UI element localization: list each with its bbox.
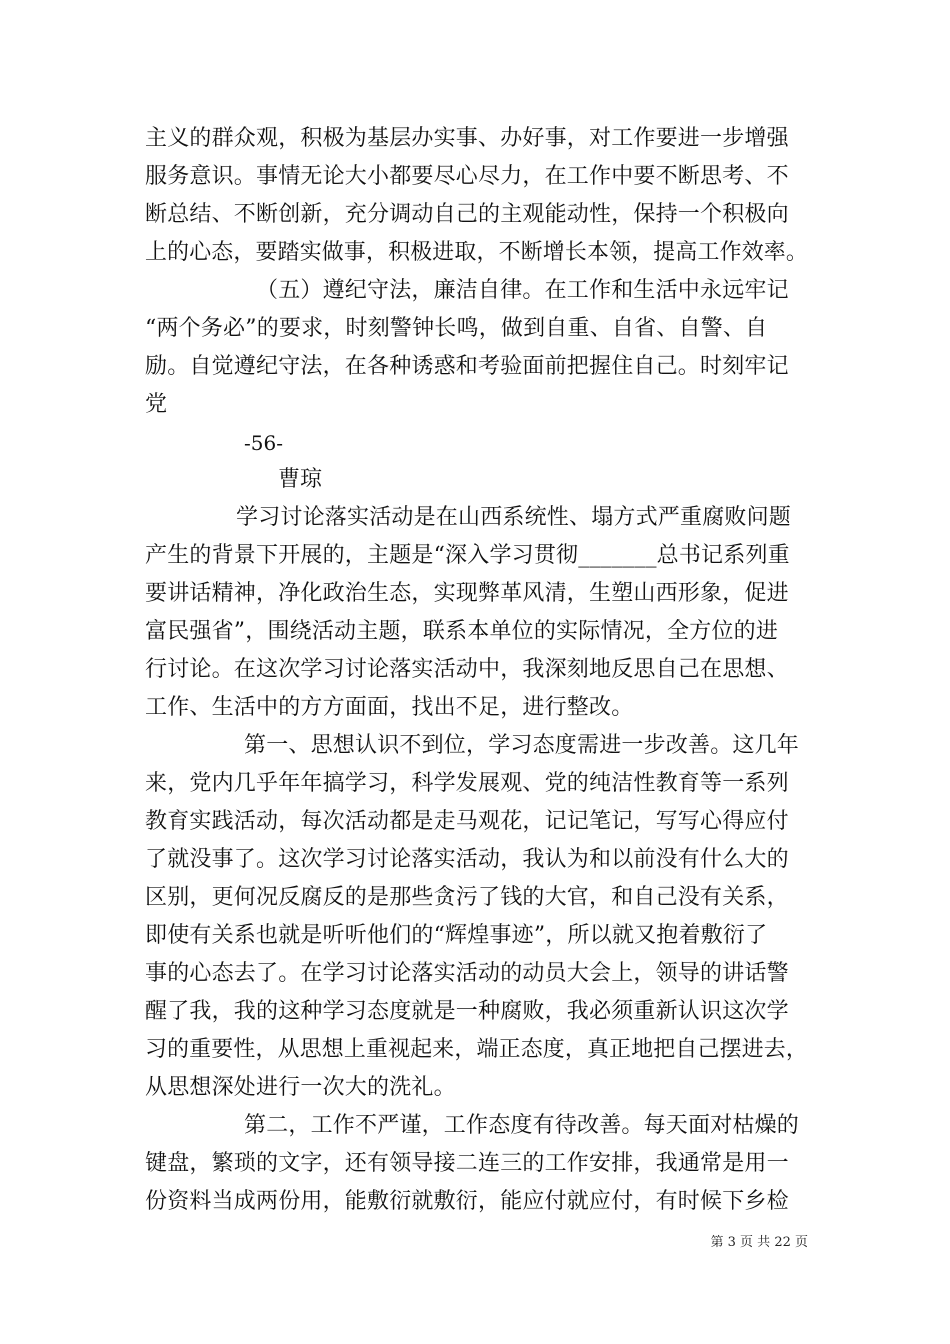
text-line: 工作、生活中的方方面面，找出不足，进行整改。	[145, 695, 634, 720]
text-line: “两个务必”的要求，时刻警钟长鸣，做到自重、自省、自警、自	[145, 316, 768, 341]
text-line: 习的重要性，从思想上重视起来，端正态度，真正地把自己摆进去，	[145, 1037, 809, 1062]
text-line: 主义的群众观，积极为基层办实事、办好事，对工作要进一步增强	[145, 126, 789, 151]
text-line: 党	[145, 392, 168, 417]
text-line: 要讲话精神，净化政治生态，实现弊革风清，生塑山西形象，促进	[145, 581, 789, 606]
text-line: 份资料当成两份用，能敷衍就敷衍，能应付就应付，有时候下乡检	[145, 1189, 789, 1214]
text-line: 了就没事了。这次学习讨论落实活动，我认为和以前没有什么大的	[145, 847, 789, 872]
text-line: 区别，更何况反腐反的是那些贪污了钱的大官，和自己没有关系，	[145, 885, 789, 910]
text-line: 富民强省”，围绕活动主题，联系本单位的实际情况，全方位的进	[145, 619, 779, 644]
text-line: 产生的背景下开展的，主题是“深入学习贯彻_______总书记系列重	[145, 543, 790, 568]
text-line: 即使有关系也就是听听他们的“辉煌事迹”，所以就又抱着敷衍了	[145, 923, 768, 948]
text-line: 第一、思想认识不到位，学习态度需进一步改善。这几年	[244, 733, 800, 758]
text-line: 励。自觉遵纪守法，在各种诱惑和考验面前把握住自己。时刻牢记	[145, 354, 789, 379]
text-line: 来，党内几乎年年搞学习，科学发展观、党的纯洁性教育等一系列	[145, 771, 789, 796]
text-line: 服务意识。事情无论大小都要尽心尽力，在工作中要不断思考、不	[145, 164, 789, 189]
text-line: 事的心态去了。在学习讨论落实活动的动员大会上，领导的讲话警	[145, 961, 789, 986]
text-line: 醒了我，我的这种学习态度就是一种腐败，我必须重新认识这次学	[145, 999, 789, 1024]
text-line: 键盘，繁琐的文字，还有领导接二连三的工作安排，我通常是用一	[145, 1151, 789, 1176]
text-line: 第二，工作不严谨，工作态度有待改善。每天面对枯燥的	[244, 1113, 800, 1138]
text-line: 行讨论。在这次学习讨论落实活动中，我深刻地反思自己在思想、	[145, 657, 789, 682]
text-line: （五）遵纪守法，廉洁自律。在工作和生活中永远牢记	[256, 278, 789, 303]
text-line: 教育实践活动，每次活动都是走马观花，记记笔记，写写心得应付	[145, 809, 789, 834]
text-line: 学习讨论落实活动是在山西系统性、塌方式严重腐败问题	[236, 505, 792, 530]
inline-page-number: -56-	[244, 431, 283, 455]
text-line: 从思想深处进行一次大的洗礼。	[145, 1075, 456, 1100]
author-name: 曹琼	[278, 467, 323, 492]
page-footer: 第 3 页 共 22 页	[710, 1235, 808, 1250]
text-line: 上的心态，要踏实做事，积极进取，不断增长本领，提高工作效率。	[145, 240, 809, 265]
text-line: 断总结、不断创新，充分调动自己的主观能动性，保持一个积极向	[145, 202, 789, 227]
